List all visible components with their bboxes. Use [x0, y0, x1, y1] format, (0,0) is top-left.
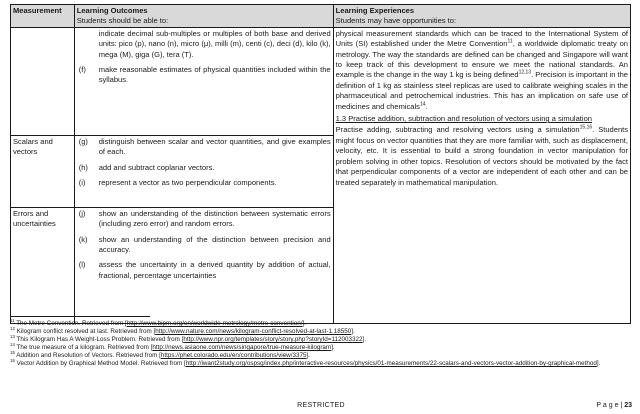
- outcome-item: [77, 65, 331, 86]
- header-experiences-sublabel: Students may have opportunities to:: [335, 16, 457, 26]
- syllabus-table: [10, 4, 631, 324]
- footnote-number: 15: [10, 350, 15, 356]
- header-learning-experiences: [333, 5, 630, 28]
- outcome-item: [77, 137, 331, 158]
- measurement-cell: [11, 135, 75, 207]
- outcome-label: [77, 29, 99, 60]
- section-heading: 1.3 Practise addition, subtraction and resolution of vectors using a simulation: [335, 114, 592, 124]
- footnote-tail: ].: [596, 360, 601, 368]
- experience-text: . Precision is important in the definition of 1 kg as stainless steel replicas are used to calibrate weighing scales in the pharmaceutical and petrochemical industries. This has an implication on safe use of medicines and chemicals: [335, 70, 628, 111]
- outcome-label: (l): [78, 260, 86, 270]
- footnote-text: The Metre Convention. Retrieved from [: [16, 320, 127, 327]
- footnote-text: This Kilogram Has A Weight-Loss Problem. Retrieved from [: [16, 336, 184, 344]
- outcome-text: show an understanding of the distinction between precision and accuracy.: [98, 234, 331, 255]
- footnotes: [10, 317, 632, 369]
- experience-text: physical measurement standards which can be traced to the International System of Units (SI) established under the Metre Convention: [335, 28, 628, 49]
- footnote-number: 16: [10, 358, 15, 364]
- experience-text: , a worldwide diplomatic treaty on metrology. The way the standards are defined can be changed and Singapore will want to keep track of this development to ensure we meet the national standards. An example is the change in the way 1 kg is being defined: [335, 39, 628, 80]
- footnote-number: 14: [10, 342, 15, 348]
- outcome-text: make reasonable estimates of physical quantities included within the syllabus.: [98, 65, 331, 85]
- footnote-tail: ].: [306, 352, 310, 360]
- outcome-text: represent a vector as two perpendicular components.: [98, 178, 277, 188]
- outcome-label: (g): [78, 136, 88, 146]
- footnote-link[interactable]: http://www.npr.org/templates/story/story.php?storyId=112003322: [183, 336, 363, 344]
- outcome-label: (i): [78, 178, 86, 188]
- outcome-text: add and subtract coplanar vectors.: [98, 162, 215, 172]
- experience-text: . Students might focus on vector quantities that they are more familiar with, such as displacement, velocity, etc. It is essential to build a strong foundation in vector manipulation for problem solving in other topics. Resolution of vectors should be motivated by the fact that perpendicular components of a vector are independent of each other and can be treated separately in mathematical manipulation.: [335, 125, 629, 187]
- footnote-link[interactable]: https://phet.colorado.edu/en/contributions/view/3375: [160, 352, 307, 360]
- outcome-item: [77, 235, 331, 256]
- measurement-label: Errors and uncertainties: [13, 208, 56, 229]
- header-measurement: [11, 5, 75, 28]
- header-measurement-label: Measurement: [13, 6, 62, 15]
- footnote-text: Kilogram conflict resolved at last. Retrieved from [: [16, 328, 156, 336]
- header-learning-outcomes: [74, 5, 333, 28]
- measurement-cell: [11, 207, 75, 323]
- outcome-label: (k): [78, 234, 88, 244]
- footnote-ref[interactable]: 12,13: [518, 69, 532, 76]
- outcome-text: distinguish between scalar and vector quantities, and give examples of each.: [98, 136, 331, 157]
- footnote-link[interactable]: http://www.bipm.org/en/worldwide-metrology/metre-convention/: [126, 320, 303, 327]
- footnote-text: The true measure of a kilogram. Retrieved from [: [16, 344, 153, 352]
- footnote-text: Vector Addition by Graphical Method Model. Retrieved from [: [16, 360, 186, 368]
- footnote-number: 11: [10, 317, 15, 323]
- header-outcomes-label: Learning Outcomes: [76, 6, 148, 15]
- page-indicator: [596, 402, 632, 409]
- table-row: [11, 27, 631, 135]
- page-number: 23: [624, 402, 632, 409]
- footnote-tail: ].: [362, 336, 366, 344]
- footnote-ref[interactable]: 15,16: [579, 124, 593, 131]
- footnote: [10, 317, 632, 328]
- experience-text: .: [425, 101, 428, 111]
- footnote-ref[interactable]: 14: [419, 101, 426, 108]
- outcomes-cell: [74, 135, 333, 207]
- footnote-number: 12: [10, 326, 15, 331]
- outcome-text: show an understanding of the distinction between systematic errors (including zero error) and random errors.: [98, 208, 331, 229]
- measurement-cell: [11, 27, 75, 135]
- page-label: P a g e: [596, 402, 619, 409]
- outcome-label: (j): [78, 208, 86, 218]
- footnote: [10, 328, 632, 336]
- outcome-label: (h): [78, 162, 88, 172]
- outcome-item: [77, 163, 331, 173]
- experiences-cell: [333, 27, 630, 323]
- outcomes-cell: [74, 207, 333, 323]
- outcome-item: [77, 209, 331, 230]
- footnote-link[interactable]: http://iwant2study.org/ospsg/index.php/interactive-resources/physics/01-measurements/22-scalars-and-vectors-vector-addition-by-graphical-method: [185, 360, 597, 368]
- footnote: [10, 360, 632, 368]
- footnote-divider: [10, 316, 150, 317]
- footnote-text: Addition and Resolution of Vectors. Retrieved from [: [16, 352, 161, 360]
- footnote-link[interactable]: http://news.asiaone.com/news/singapore/true-measure-kilogram: [152, 344, 332, 352]
- table-header-row: [11, 5, 631, 28]
- page-separator: |: [620, 402, 623, 409]
- outcome-item: [77, 29, 331, 60]
- footnote-number: 13: [10, 334, 15, 340]
- footnote-tail: ].: [302, 320, 306, 327]
- measurement-label: Scalars and vectors: [13, 136, 53, 157]
- header-outcomes-sublabel: Students should be able to:: [76, 16, 169, 26]
- experience-paragraph: [336, 29, 628, 112]
- outcomes-cell: [74, 27, 333, 135]
- footnote-ref[interactable]: 11: [507, 38, 513, 45]
- outcome-text: assess the uncertainty in a derived quantity by addition of actual, fractional, percentage uncertainties: [98, 260, 331, 280]
- footnote-link[interactable]: http://www.nature.com/news/kilogram-conflict-resolved-at-last-1.18550: [155, 328, 352, 336]
- experience-text: Practise adding, subtracting and resolving vectors using a simulation: [335, 125, 580, 135]
- outcome-text: indicate decimal sub-multiples or multiples of both base and derived units: pico (p), nano (n), micro (μ), milli (m), centi (c), deci (d), kilo (k), mega (M), giga (G), tera (T).: [98, 28, 331, 59]
- outcome-item: [77, 178, 331, 188]
- outcome-label: (f): [78, 65, 86, 75]
- footnote-tail: ].: [331, 344, 335, 352]
- experience-paragraph: [336, 125, 628, 187]
- header-experiences-label: Learning Experiences: [335, 6, 415, 15]
- footnote-tail: ].: [351, 328, 355, 336]
- classification-label: RESTRICTED: [297, 402, 345, 409]
- outcome-item: [77, 260, 331, 281]
